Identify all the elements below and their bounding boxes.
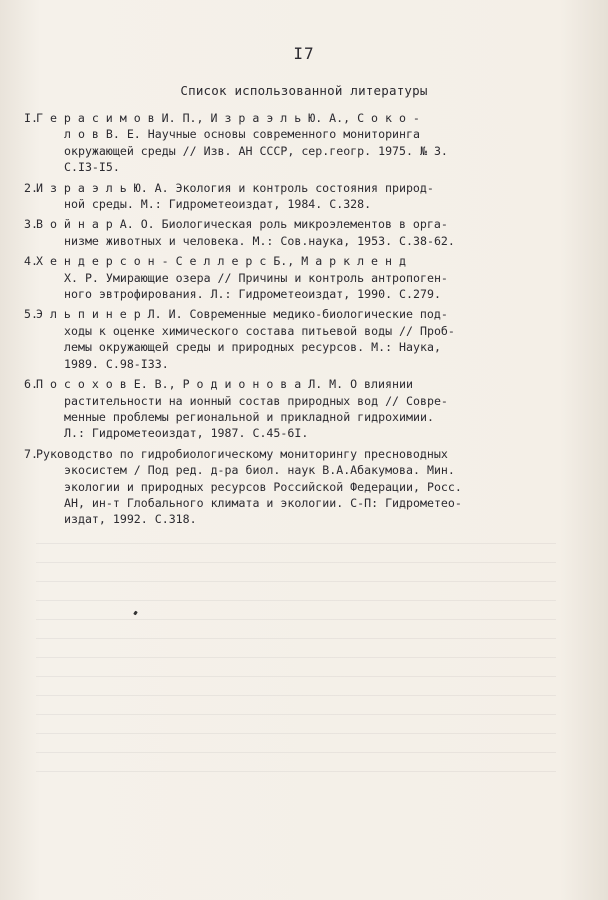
reference-number: 3. <box>24 217 38 232</box>
reference-number: 5. <box>24 307 38 322</box>
reference-line: менные проблемы региональной и прикладной гидрохимии. <box>64 409 434 424</box>
show-through-texture <box>36 530 556 790</box>
reference-line: Г е р а с и м о в И. П., И з р а э л ь Ю. А., С о к о - <box>36 111 420 125</box>
reference-line: ного эвтрофирования. Л.: Гидрометеоиздат, 1990. С.279. <box>64 287 441 302</box>
page-title: Список использованной литературы <box>180 83 428 98</box>
reference-line: ходы к оценке химического состава питьевой воды // Проб- <box>64 323 455 338</box>
reference-line: л о в В. Е. Научные основы современного мониторинга <box>64 127 420 142</box>
reference-item <box>24 376 584 442</box>
reference-line: ной среды. М.: Гидрометеоиздат, 1984. С.328. <box>64 197 372 212</box>
reference-number: 6. <box>24 377 38 392</box>
reference-line: низме животных и человека. М.: Сов.наука, 1953. С.38-62. <box>64 233 455 248</box>
reference-line: издат, 1992. С.318. <box>64 512 197 527</box>
reference-item <box>24 306 584 372</box>
reference-line: И з р а э л ь Ю. А. Экология и контроль состояния природ- <box>36 180 434 195</box>
reference-number: I. <box>24 111 38 125</box>
reference-line: окружающей среды // Изв. АН СССР, сер.геогр. 1975. № 3. <box>64 143 448 158</box>
reference-item <box>24 253 584 302</box>
reference-item <box>24 216 584 249</box>
reference-line: Х е н д е р с о н - С е л л е р с Б., М а р к л е н д <box>36 254 406 269</box>
reference-item <box>24 180 584 213</box>
reference-line: С.I3-I5. <box>64 160 120 175</box>
reference-list <box>24 110 584 528</box>
reference-line: лемы окружающей среды и природных ресурсов. М.: Наука, <box>64 340 441 355</box>
reference-number: 7. <box>24 446 38 461</box>
reference-line: экосистем / Под ред. д-ра биол. наук В.А.Абакумова. Мин. <box>64 463 455 478</box>
reference-line: Х. Р. Умирающие озера // Причины и контроль антропоген- <box>64 270 448 285</box>
reference-line: Руководство по гидробиологическому мониторингу пресноводных <box>36 446 448 461</box>
reference-number: 4. <box>24 254 38 269</box>
reference-line: Л.: Гидрометеоиздат, 1987. С.45-6I. <box>64 426 309 441</box>
reference-line: экологии и природных ресурсов Российской Федерации, Росс. <box>64 479 462 494</box>
reference-line: П о с о х о в Е. В., Р о д и о н о в а Л. М. О влиянии <box>36 377 413 392</box>
reference-item <box>24 110 584 176</box>
reference-number: 2. <box>24 180 38 195</box>
reference-item <box>24 446 584 528</box>
reference-line: В о й н а р А. О. Биологическая роль микроэлементов в орга- <box>36 217 448 232</box>
reference-line: 1989. С.98-I33. <box>64 356 169 371</box>
page-number: I7 <box>293 44 315 63</box>
reference-line: Э л ь п и н е р Л. И. Современные медико-биологические под- <box>36 307 448 322</box>
reference-line: растительности на ионный состав природных вод // Совре- <box>64 393 448 408</box>
reference-line: АН, ин-т Глобального климата и экологии. С-П: Гидрометео- <box>64 495 462 510</box>
